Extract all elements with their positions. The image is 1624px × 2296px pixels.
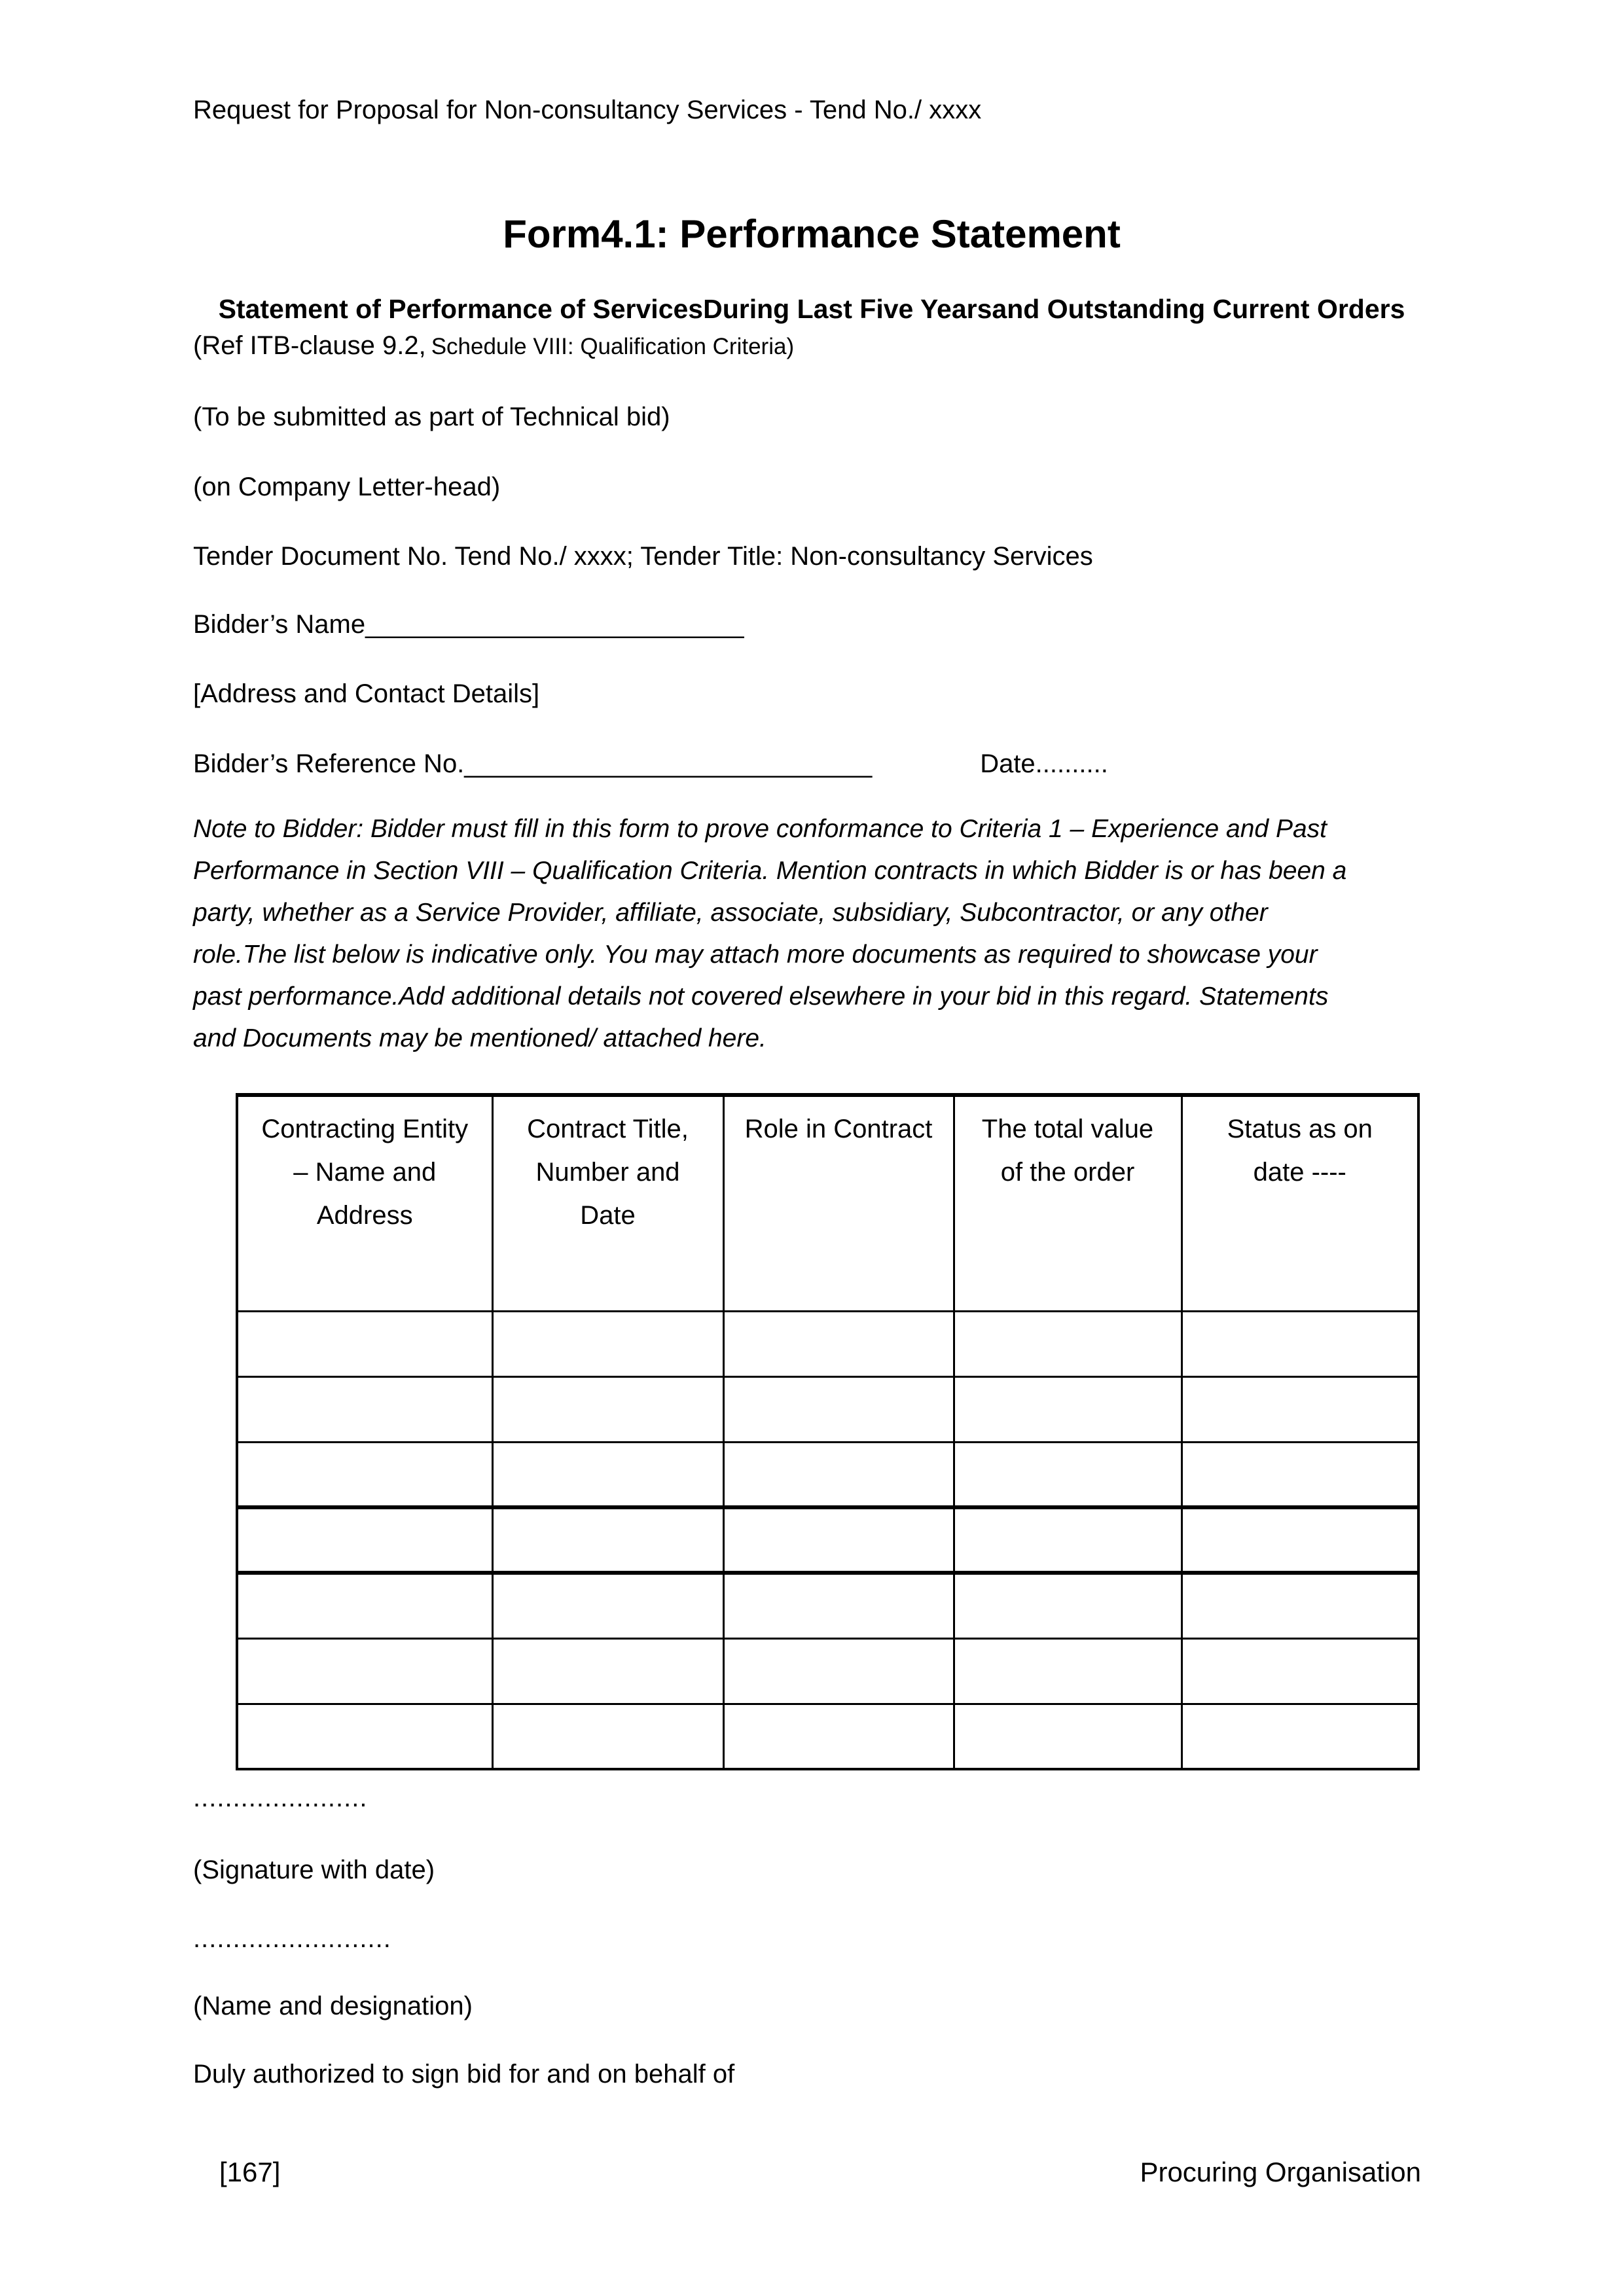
performance-table bbox=[236, 1093, 1420, 1770]
submission-note: (To be submitted as part of Technical bid) bbox=[193, 403, 670, 431]
table-cell bbox=[723, 1507, 954, 1573]
table-header-line: Contracting Entity bbox=[261, 1115, 469, 1143]
footer-organisation: Procuring Organisation bbox=[1140, 2157, 1421, 2187]
letterhead-note: (on Company Letter-head) bbox=[193, 473, 501, 501]
table-cell bbox=[237, 1311, 492, 1376]
table-cell bbox=[723, 1704, 954, 1769]
table-cell bbox=[954, 1704, 1182, 1769]
table-header-cell bbox=[492, 1095, 723, 1311]
table-row bbox=[237, 1376, 1418, 1442]
table-header-line: date ---- bbox=[1253, 1158, 1346, 1187]
table-header-line: Status as on bbox=[1227, 1115, 1373, 1143]
table-cell bbox=[237, 1638, 492, 1704]
table-header-cell bbox=[723, 1095, 954, 1311]
bidder-name-line bbox=[193, 607, 1430, 641]
table-body bbox=[237, 1311, 1418, 1769]
table-cell bbox=[723, 1442, 954, 1507]
note-line: role.The list below is indicative only. You may attach more documents as required to showcase your bbox=[193, 941, 1318, 969]
reference-note-main: (Ref ITB-clause 9.2, bbox=[193, 331, 426, 360]
table-header-line: of the order bbox=[1000, 1158, 1135, 1187]
note-line: party, whether as a Service Provider, affiliate, associate, subsidiary, Subcontractor, or any other bbox=[193, 899, 1268, 927]
bidder-reference-blank: ____________________________ bbox=[464, 749, 873, 778]
table-cell bbox=[492, 1376, 723, 1442]
table-header-line: Contract Title, bbox=[527, 1115, 689, 1143]
table-cell bbox=[492, 1311, 723, 1376]
table-cell bbox=[237, 1507, 492, 1573]
bidder-reference-label: Bidder’s Reference No. bbox=[193, 749, 465, 778]
table-cell bbox=[492, 1638, 723, 1704]
page-footer bbox=[219, 2155, 1421, 2189]
signature-label: (Signature with date) bbox=[193, 1856, 435, 1884]
table-cell bbox=[1182, 1573, 1418, 1638]
table-header-line: Address bbox=[316, 1201, 413, 1230]
table-cell bbox=[237, 1442, 492, 1507]
table-header-cell bbox=[1182, 1095, 1418, 1311]
table-row bbox=[237, 1638, 1418, 1704]
table-cell bbox=[1182, 1376, 1418, 1442]
table-cell bbox=[492, 1442, 723, 1507]
running-header: Request for Proposal for Non-consultancy Services - Tend No./ xxxx bbox=[193, 96, 982, 124]
bidder-name-blank: __________________________ bbox=[365, 610, 744, 639]
note-line: Performance in Section VIII – Qualification Criteria. Mention contracts in which Bidder is or has been a bbox=[193, 857, 1347, 885]
table-cell bbox=[237, 1704, 492, 1769]
name-dotted-line: ......................... bbox=[193, 1924, 391, 1953]
table-row bbox=[237, 1704, 1418, 1769]
table-cell bbox=[954, 1638, 1182, 1704]
table-cell bbox=[723, 1573, 954, 1638]
table-row bbox=[237, 1311, 1418, 1376]
table-header-cell bbox=[954, 1095, 1182, 1311]
table-cell bbox=[237, 1376, 492, 1442]
table-cell bbox=[723, 1638, 954, 1704]
table-row bbox=[237, 1442, 1418, 1507]
page-number: [167] bbox=[219, 2157, 281, 2187]
table-cell bbox=[492, 1573, 723, 1638]
note-line: past performance.Add additional details not covered elsewhere in your bid in this regard. Statements bbox=[193, 982, 1329, 1011]
table-header-line: Number and bbox=[535, 1158, 680, 1187]
date-label: Date.......... bbox=[980, 749, 1108, 778]
table-header-line: The total value bbox=[981, 1115, 1154, 1143]
tender-line: Tender Document No. Tend No./ xxxx; Tender Title: Non-consultancy Services bbox=[193, 542, 1093, 571]
table-cell bbox=[954, 1376, 1182, 1442]
table-cell bbox=[954, 1573, 1182, 1638]
table-cell bbox=[1182, 1311, 1418, 1376]
table-cell bbox=[1182, 1704, 1418, 1769]
table-cell bbox=[492, 1704, 723, 1769]
note-line: and Documents may be mentioned/ attached here. bbox=[193, 1024, 767, 1052]
table-cell bbox=[1182, 1442, 1418, 1507]
address-line: [Address and Contact Details] bbox=[193, 679, 540, 708]
reference-number-line bbox=[193, 747, 1430, 781]
form-title: Form4.1: Performance Statement bbox=[503, 212, 1121, 256]
table-cell bbox=[1182, 1507, 1418, 1573]
reference-note-small: Schedule VIII: Qualification Criteria) bbox=[431, 334, 795, 359]
table-cell bbox=[954, 1442, 1182, 1507]
signature-dotted-line: ...................... bbox=[193, 1784, 368, 1812]
bidder-name-label: Bidder’s Name bbox=[193, 610, 366, 639]
authorization-line: Duly authorized to sign bid for and on behalf of bbox=[193, 2060, 735, 2089]
table-row bbox=[237, 1507, 1418, 1573]
table-row bbox=[237, 1573, 1418, 1638]
note-line: Note to Bidder: Bidder must fill in this form to prove conformance to Criteria 1 – Experience and Past bbox=[193, 815, 1327, 843]
table-cell bbox=[237, 1573, 492, 1638]
document-content bbox=[193, 0, 1430, 2091]
table-header-line: – Name and bbox=[293, 1158, 437, 1187]
table-cell bbox=[492, 1507, 723, 1573]
table-cell bbox=[954, 1507, 1182, 1573]
table-header-row bbox=[237, 1095, 1418, 1311]
table-cell bbox=[723, 1376, 954, 1442]
table-header-cell bbox=[237, 1095, 492, 1311]
table-cell bbox=[954, 1311, 1182, 1376]
table-cell bbox=[1182, 1638, 1418, 1704]
form-subtitle: Statement of Performance of ServicesDuring Last Five Yearsand Outstanding Current Orders bbox=[218, 294, 1405, 324]
table-header-line: Date bbox=[580, 1201, 636, 1230]
table-header-line: Role in Contract bbox=[744, 1115, 933, 1143]
note-to-bidder bbox=[193, 808, 1430, 1060]
reference-note bbox=[193, 329, 1430, 364]
name-designation-label: (Name and designation) bbox=[193, 1992, 473, 2020]
table-cell bbox=[723, 1311, 954, 1376]
